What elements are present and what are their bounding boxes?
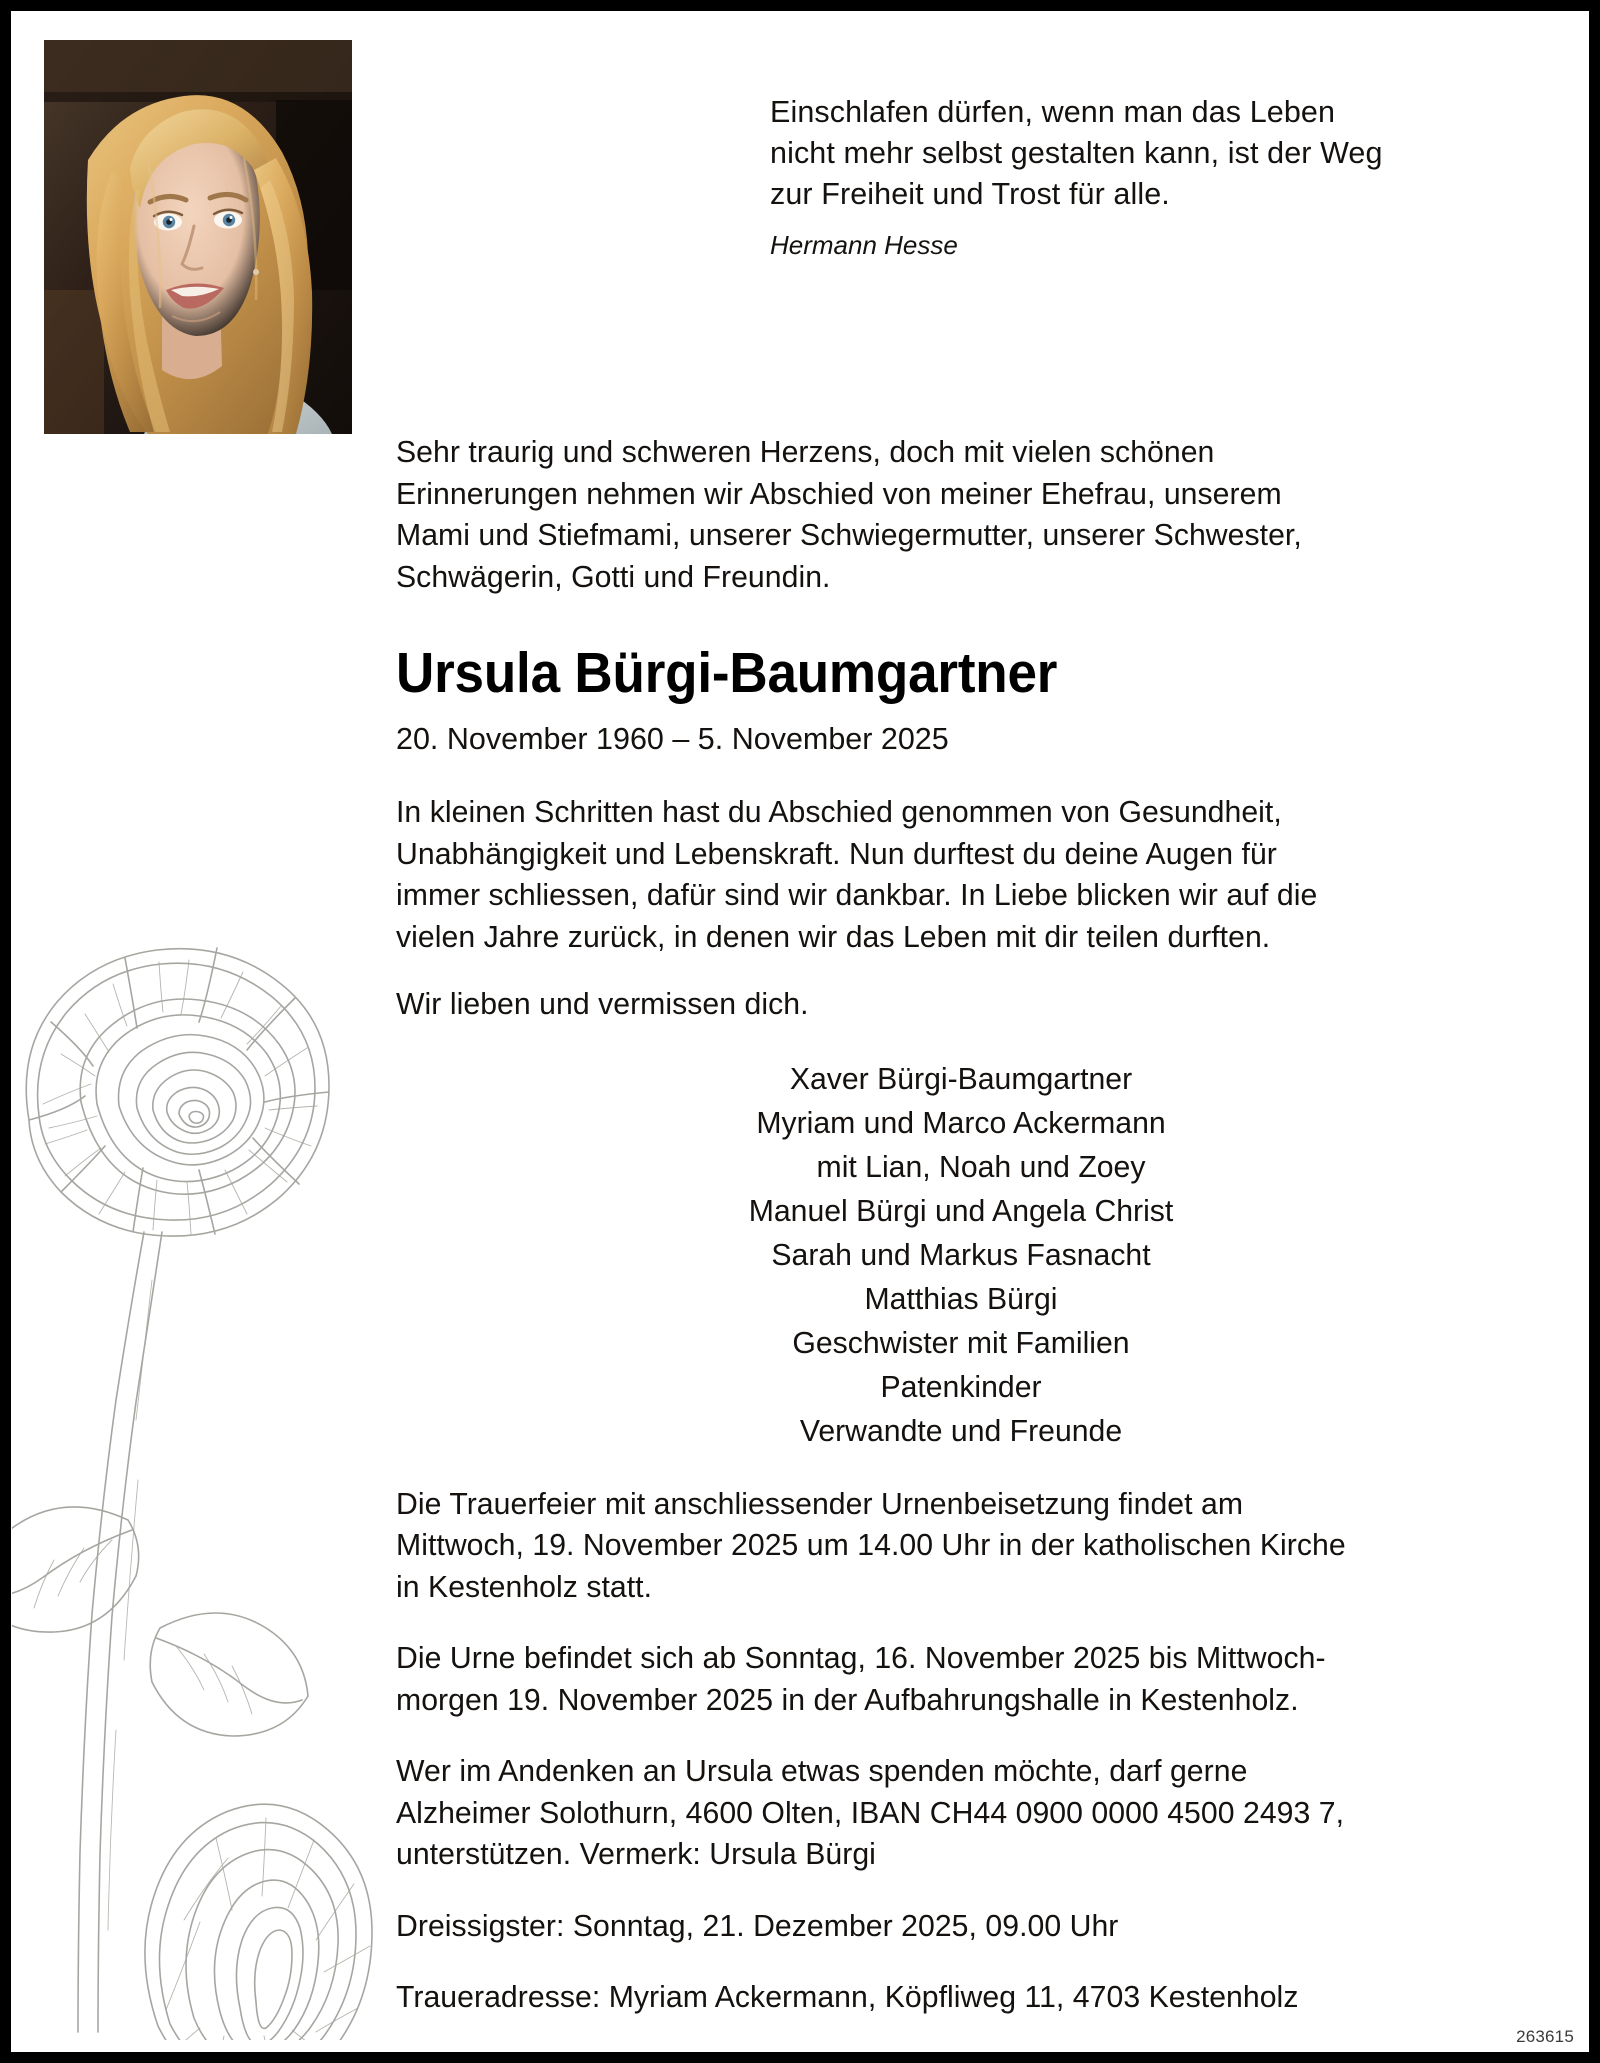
life-dates: 20. November 1960 – 5. November 2025 [396,722,949,756]
quote-author: Hermann Hesse [770,230,958,260]
donation-line: Alzheimer Solothurn, 4600 Olten, IBAN CH44 0900 0000 4500 2493 7, [396,1796,1345,1830]
portrait-image [44,40,352,434]
family-name: Patenkinder [880,1370,1042,1404]
family-name: Verwandte und Freunde [799,1414,1123,1448]
memorial-line: In kleinen Schritten hast du Abschied genommen von Gesundheit, [396,796,1282,829]
mourning-address-line: Traueradresse: Myriam Ackermann, Köpfliweg 11, 4703 Kestenholz [396,1981,1299,2014]
dreissigster-line: Dreissigster: Sonntag, 21. Dezember 2025, 09.00 Uhr [396,1909,1119,1943]
family-name: Manuel Bürgi und Angela Christ [748,1194,1174,1228]
donation-line: unterstützen. Vermerk: Ursula Bürgi [396,1838,876,1871]
memorial-paragraph [396,792,1526,958]
notice-reference-number: 263615 [1516,2027,1574,2046]
intro-line: Mami und Stiefmami, unserer Schwiegermutter, unserer Schwester, [396,519,1302,552]
memorial-line: vielen Jahre zurück, in denen wir das Leben mit dir teilen durften. [396,920,1271,954]
quote-line: Einschlafen dürfen, wenn man das Leben [770,95,1336,129]
donation-paragraph [396,1751,1526,1876]
service-line: Die Trauerfeier mit anschliessender Urnenbeisetzung findet am [396,1487,1244,1521]
urn-line: Die Urne befindet sich ab Sonntag, 16. November 2025 bis Mittwoch- [396,1642,1326,1675]
deceased-name: Ursula Bürgi-Baumgartner [396,641,1058,705]
family-name: mit Lian, Noah und Zoey [816,1150,1146,1184]
opening-quote [770,92,1510,262]
donation-line: Wer im Andenken an Ursula etwas spenden möchte, darf gerne [396,1755,1248,1788]
quote-line: zur Freiheit und Trost für alle. [770,177,1170,211]
farewell-line: Wir lieben und vermissen dich. [396,988,809,1021]
service-line: in Kestenholz statt. [396,1570,653,1604]
family-name: Xaver Bürgi-Baumgartner [789,1062,1133,1096]
family-name: Geschwister mit Familien [792,1326,1130,1360]
intro-line: Erinnerungen nehmen wir Abschied von meiner Ehefrau, unserem [396,477,1282,511]
intro-line: Schwägerin, Gotti und Freundin. [396,560,831,594]
urn-line: morgen 19. November 2025 in der Aufbahrungshalle in Kestenholz. [396,1683,1299,1717]
intro-line: Sehr traurig und schweren Herzens, doch mit vielen schönen [396,436,1215,469]
family-name: Sarah und Markus Fasnacht [771,1238,1151,1272]
portrait-photo [44,40,352,434]
memorial-line: Unabhängigkeit und Lebenskraft. Nun durftest du deine Augen für [396,837,1277,871]
urn-paragraph [396,1638,1526,1721]
family-name: Matthias Bürgi [864,1282,1058,1316]
service-paragraph [396,1484,1526,1609]
quote-line: nicht mehr selbst gestalten kann, ist der Weg [770,136,1383,170]
family-name: Myriam und Marco Ackermann [756,1106,1166,1140]
service-line: Mittwoch, 19. November 2025 um 14.00 Uhr in der katholischen Kirche [396,1529,1346,1562]
main-text-column [396,432,1526,2019]
family-names-list [396,1058,1526,1454]
intro-paragraph [396,432,1526,598]
service-details-block [396,1484,1526,2019]
memorial-line: immer schliessen, dafür sind wir dankbar. In Liebe blicken wir auf die [396,879,1318,912]
